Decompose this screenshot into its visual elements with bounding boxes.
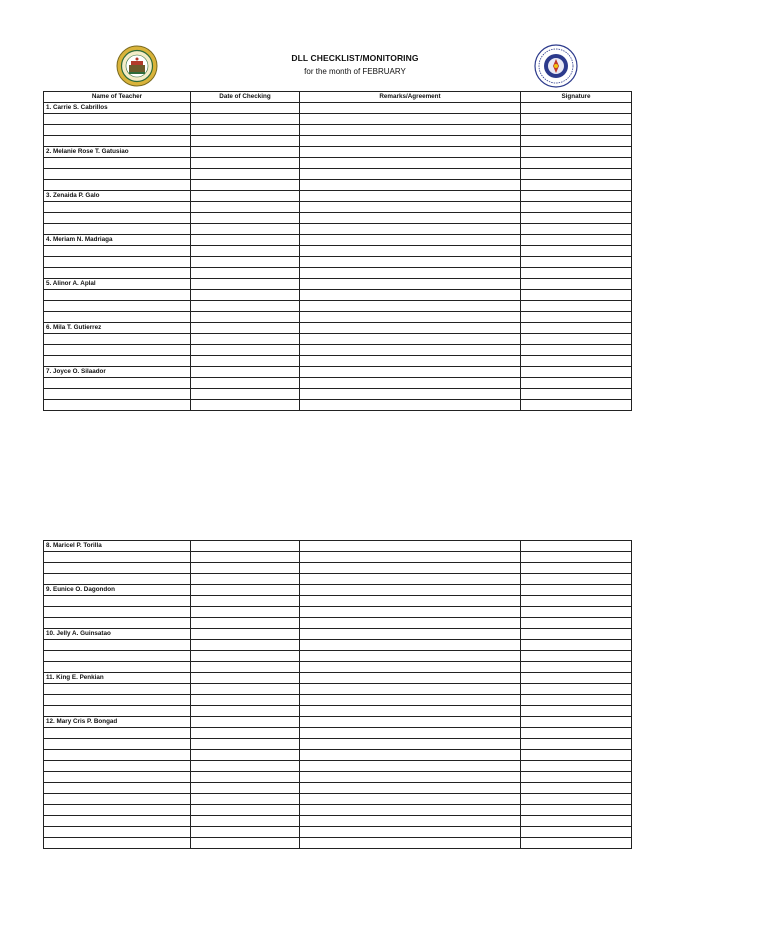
signature-cell[interactable] bbox=[521, 367, 632, 378]
col-name-of-teacher: Name of Teacher bbox=[44, 92, 191, 103]
table-row bbox=[44, 794, 632, 805]
remarks-cell[interactable] bbox=[300, 169, 521, 180]
table-row bbox=[44, 772, 632, 783]
table-row bbox=[44, 574, 632, 585]
signature-cell[interactable] bbox=[521, 323, 632, 334]
blank-name-cell bbox=[44, 202, 191, 213]
signature-cell[interactable] bbox=[521, 268, 632, 279]
remarks-cell[interactable] bbox=[300, 816, 521, 827]
signature-cell[interactable] bbox=[521, 158, 632, 169]
blank-name-cell bbox=[44, 728, 191, 739]
blank-name-cell bbox=[44, 618, 191, 629]
date-of-checking-cell[interactable] bbox=[191, 574, 300, 585]
signature-cell[interactable] bbox=[521, 541, 632, 552]
blank-name-cell bbox=[44, 345, 191, 356]
date-of-checking-cell[interactable] bbox=[191, 213, 300, 224]
remarks-cell[interactable] bbox=[300, 750, 521, 761]
signature-cell[interactable] bbox=[521, 728, 632, 739]
signature-cell[interactable] bbox=[521, 246, 632, 257]
blank-name-cell bbox=[44, 783, 191, 794]
date-of-checking-cell[interactable] bbox=[191, 301, 300, 312]
teacher-name-cell: 12. Mary Cris P. Bongad bbox=[44, 717, 191, 728]
date-of-checking-cell[interactable] bbox=[191, 191, 300, 202]
date-of-checking-cell[interactable] bbox=[191, 312, 300, 323]
blank-name-cell bbox=[44, 662, 191, 673]
signature-cell[interactable] bbox=[521, 356, 632, 367]
date-of-checking-cell[interactable] bbox=[191, 695, 300, 706]
signature-cell[interactable] bbox=[521, 673, 632, 684]
table-row bbox=[44, 541, 632, 552]
teacher-name-cell: 6. Mila T. Gutierrez bbox=[44, 323, 191, 334]
table-row bbox=[44, 783, 632, 794]
signature-cell[interactable] bbox=[521, 191, 632, 202]
table-row bbox=[44, 618, 632, 629]
date-of-checking-cell[interactable] bbox=[191, 585, 300, 596]
signature-cell[interactable] bbox=[521, 290, 632, 301]
remarks-cell[interactable] bbox=[300, 827, 521, 838]
table-row bbox=[44, 629, 632, 640]
table-row bbox=[44, 400, 632, 411]
signature-cell[interactable] bbox=[521, 125, 632, 136]
date-of-checking-cell[interactable] bbox=[191, 235, 300, 246]
date-of-checking-cell[interactable] bbox=[191, 224, 300, 235]
blank-name-cell bbox=[44, 334, 191, 345]
table-row bbox=[44, 816, 632, 827]
signature-cell[interactable] bbox=[521, 114, 632, 125]
table-header-row bbox=[44, 92, 632, 103]
date-of-checking-cell[interactable] bbox=[191, 279, 300, 290]
date-of-checking-cell[interactable] bbox=[191, 739, 300, 750]
signature-cell[interactable] bbox=[521, 257, 632, 268]
date-of-checking-cell[interactable] bbox=[191, 323, 300, 334]
date-of-checking-cell[interactable] bbox=[191, 662, 300, 673]
remarks-cell[interactable] bbox=[300, 838, 521, 849]
signature-cell[interactable] bbox=[521, 607, 632, 618]
signature-cell[interactable] bbox=[521, 695, 632, 706]
date-of-checking-cell[interactable] bbox=[191, 345, 300, 356]
date-of-checking-cell[interactable] bbox=[191, 706, 300, 717]
blank-name-cell bbox=[44, 301, 191, 312]
blank-name-cell bbox=[44, 552, 191, 563]
signature-cell[interactable] bbox=[521, 838, 632, 849]
signature-cell[interactable] bbox=[521, 794, 632, 805]
table-row bbox=[44, 739, 632, 750]
signature-cell[interactable] bbox=[521, 629, 632, 640]
signature-cell[interactable] bbox=[521, 136, 632, 147]
blank-name-cell bbox=[44, 838, 191, 849]
blank-name-cell bbox=[44, 114, 191, 125]
blank-name-cell bbox=[44, 136, 191, 147]
blank-name-cell bbox=[44, 158, 191, 169]
remarks-cell[interactable] bbox=[300, 629, 521, 640]
blank-name-cell bbox=[44, 684, 191, 695]
blank-name-cell bbox=[44, 257, 191, 268]
date-of-checking-cell[interactable] bbox=[191, 640, 300, 651]
signature-cell[interactable] bbox=[521, 805, 632, 816]
teacher-name-cell: 7. Joyce O. Silaador bbox=[44, 367, 191, 378]
table-row bbox=[44, 728, 632, 739]
date-of-checking-cell[interactable] bbox=[191, 629, 300, 640]
table-row bbox=[44, 356, 632, 367]
table-row bbox=[44, 213, 632, 224]
remarks-cell[interactable] bbox=[300, 246, 521, 257]
teacher-name-cell: 10. Jelly A. Guinsatao bbox=[44, 629, 191, 640]
remarks-cell[interactable] bbox=[300, 684, 521, 695]
date-of-checking-cell[interactable] bbox=[191, 400, 300, 411]
remarks-cell[interactable] bbox=[300, 761, 521, 772]
signature-cell[interactable] bbox=[521, 662, 632, 673]
table-row bbox=[44, 552, 632, 563]
blank-name-cell bbox=[44, 596, 191, 607]
signature-cell[interactable] bbox=[521, 618, 632, 629]
remarks-cell[interactable] bbox=[300, 257, 521, 268]
remarks-cell[interactable] bbox=[300, 574, 521, 585]
signature-cell[interactable] bbox=[521, 651, 632, 662]
signature-cell[interactable] bbox=[521, 706, 632, 717]
date-of-checking-cell[interactable] bbox=[191, 334, 300, 345]
table-row bbox=[44, 651, 632, 662]
remarks-cell[interactable] bbox=[300, 662, 521, 673]
remarks-cell[interactable] bbox=[300, 618, 521, 629]
remarks-cell[interactable] bbox=[300, 235, 521, 246]
blank-name-cell bbox=[44, 805, 191, 816]
table-row bbox=[44, 246, 632, 257]
blank-name-cell bbox=[44, 607, 191, 618]
remarks-cell[interactable] bbox=[300, 180, 521, 191]
signature-cell[interactable] bbox=[521, 213, 632, 224]
blank-name-cell bbox=[44, 706, 191, 717]
remarks-cell[interactable] bbox=[300, 213, 521, 224]
table-row bbox=[44, 334, 632, 345]
table-row bbox=[44, 279, 632, 290]
remarks-cell[interactable] bbox=[300, 400, 521, 411]
remarks-cell[interactable] bbox=[300, 356, 521, 367]
signature-cell[interactable] bbox=[521, 816, 632, 827]
remarks-cell[interactable] bbox=[300, 389, 521, 400]
signature-cell[interactable] bbox=[521, 147, 632, 158]
blank-name-cell bbox=[44, 695, 191, 706]
date-of-checking-cell[interactable] bbox=[191, 389, 300, 400]
signature-cell[interactable] bbox=[521, 596, 632, 607]
remarks-cell[interactable] bbox=[300, 772, 521, 783]
signature-cell[interactable] bbox=[521, 169, 632, 180]
blank-name-cell bbox=[44, 378, 191, 389]
blank-name-cell bbox=[44, 224, 191, 235]
table-row bbox=[44, 596, 632, 607]
table-row bbox=[44, 673, 632, 684]
date-of-checking-cell[interactable] bbox=[191, 125, 300, 136]
date-of-checking-cell[interactable] bbox=[191, 169, 300, 180]
teacher-name-cell: 2. Melanie Rose T. Gatusiao bbox=[44, 147, 191, 158]
date-of-checking-cell[interactable] bbox=[191, 180, 300, 191]
signature-cell[interactable] bbox=[521, 103, 632, 114]
table-row bbox=[44, 301, 632, 312]
remarks-cell[interactable] bbox=[300, 323, 521, 334]
blank-name-cell bbox=[44, 761, 191, 772]
date-of-checking-cell[interactable] bbox=[191, 136, 300, 147]
table-row bbox=[44, 640, 632, 651]
school-seal-logo bbox=[116, 45, 158, 87]
checklist-table-page1 bbox=[43, 91, 632, 411]
remarks-cell[interactable] bbox=[300, 301, 521, 312]
date-of-checking-cell[interactable] bbox=[191, 114, 300, 125]
remarks-cell[interactable] bbox=[300, 147, 521, 158]
table-row bbox=[44, 235, 632, 246]
signature-cell[interactable] bbox=[521, 739, 632, 750]
table-row bbox=[44, 202, 632, 213]
blank-name-cell bbox=[44, 246, 191, 257]
table-row bbox=[44, 103, 632, 114]
blank-name-cell bbox=[44, 290, 191, 301]
table-row bbox=[44, 147, 632, 158]
table-row bbox=[44, 827, 632, 838]
col-date-of-checking: Date of Checking bbox=[191, 92, 300, 103]
remarks-cell[interactable] bbox=[300, 279, 521, 290]
date-of-checking-cell[interactable] bbox=[191, 838, 300, 849]
remarks-cell[interactable] bbox=[300, 136, 521, 147]
table-row bbox=[44, 607, 632, 618]
remarks-cell[interactable] bbox=[300, 695, 521, 706]
table-row bbox=[44, 169, 632, 180]
signature-cell[interactable] bbox=[521, 389, 632, 400]
blank-name-cell bbox=[44, 125, 191, 136]
table-row bbox=[44, 136, 632, 147]
date-of-checking-cell[interactable] bbox=[191, 202, 300, 213]
teacher-name-cell: 5. Alinor A. Aplal bbox=[44, 279, 191, 290]
blank-name-cell bbox=[44, 268, 191, 279]
table-row bbox=[44, 838, 632, 849]
table-row bbox=[44, 191, 632, 202]
remarks-cell[interactable] bbox=[300, 706, 521, 717]
remarks-cell[interactable] bbox=[300, 312, 521, 323]
table-row bbox=[44, 750, 632, 761]
signature-cell[interactable] bbox=[521, 750, 632, 761]
blank-name-cell bbox=[44, 169, 191, 180]
date-of-checking-cell[interactable] bbox=[191, 805, 300, 816]
remarks-cell[interactable] bbox=[300, 191, 521, 202]
document-subtitle: for the month of FEBRUARY bbox=[304, 67, 406, 76]
table-row bbox=[44, 367, 632, 378]
document-title: DLL CHECKLIST/MONITORING bbox=[291, 53, 419, 63]
table-row bbox=[44, 312, 632, 323]
remarks-cell[interactable] bbox=[300, 805, 521, 816]
remarks-cell[interactable] bbox=[300, 651, 521, 662]
signature-cell[interactable] bbox=[521, 717, 632, 728]
date-of-checking-cell[interactable] bbox=[191, 356, 300, 367]
remarks-cell[interactable] bbox=[300, 103, 521, 114]
date-of-checking-cell[interactable] bbox=[191, 827, 300, 838]
blank-name-cell bbox=[44, 563, 191, 574]
remarks-cell[interactable] bbox=[300, 783, 521, 794]
remarks-cell[interactable] bbox=[300, 268, 521, 279]
date-of-checking-cell[interactable] bbox=[191, 290, 300, 301]
table-row bbox=[44, 585, 632, 596]
remarks-cell[interactable] bbox=[300, 728, 521, 739]
blank-name-cell bbox=[44, 750, 191, 761]
signature-cell[interactable] bbox=[521, 827, 632, 838]
table-row bbox=[44, 268, 632, 279]
signature-cell[interactable] bbox=[521, 224, 632, 235]
signature-cell[interactable] bbox=[521, 180, 632, 191]
col-remarks-agreement: Remarks/Agreement bbox=[300, 92, 521, 103]
date-of-checking-cell[interactable] bbox=[191, 367, 300, 378]
remarks-cell[interactable] bbox=[300, 717, 521, 728]
remarks-cell[interactable] bbox=[300, 596, 521, 607]
blank-name-cell bbox=[44, 772, 191, 783]
signature-cell[interactable] bbox=[521, 378, 632, 389]
remarks-cell[interactable] bbox=[300, 585, 521, 596]
checklist-table-page2 bbox=[43, 540, 632, 849]
remarks-cell[interactable] bbox=[300, 378, 521, 389]
blank-name-cell bbox=[44, 651, 191, 662]
date-of-checking-cell[interactable] bbox=[191, 378, 300, 389]
table-row bbox=[44, 695, 632, 706]
table-row bbox=[44, 706, 632, 717]
signature-cell[interactable] bbox=[521, 563, 632, 574]
signature-cell[interactable] bbox=[521, 574, 632, 585]
remarks-cell[interactable] bbox=[300, 607, 521, 618]
signature-cell[interactable] bbox=[521, 772, 632, 783]
signature-cell[interactable] bbox=[521, 552, 632, 563]
date-of-checking-cell[interactable] bbox=[191, 563, 300, 574]
table-row bbox=[44, 378, 632, 389]
remarks-cell[interactable] bbox=[300, 367, 521, 378]
date-of-checking-cell[interactable] bbox=[191, 783, 300, 794]
teacher-name-cell: 9. Eunice O. Dagondon bbox=[44, 585, 191, 596]
date-of-checking-cell[interactable] bbox=[191, 268, 300, 279]
date-of-checking-cell[interactable] bbox=[191, 794, 300, 805]
blank-name-cell bbox=[44, 827, 191, 838]
blank-name-cell bbox=[44, 213, 191, 224]
remarks-cell[interactable] bbox=[300, 673, 521, 684]
table-row bbox=[44, 345, 632, 356]
remarks-cell[interactable] bbox=[300, 563, 521, 574]
date-of-checking-cell[interactable] bbox=[191, 816, 300, 827]
teacher-name-cell: 4. Meriam N. Madriaga bbox=[44, 235, 191, 246]
remarks-cell[interactable] bbox=[300, 345, 521, 356]
blank-name-cell bbox=[44, 574, 191, 585]
date-of-checking-cell[interactable] bbox=[191, 257, 300, 268]
remarks-cell[interactable] bbox=[300, 202, 521, 213]
date-of-checking-cell[interactable] bbox=[191, 651, 300, 662]
teacher-name-cell: 11. King E. Penkian bbox=[44, 673, 191, 684]
date-of-checking-cell[interactable] bbox=[191, 618, 300, 629]
remarks-cell[interactable] bbox=[300, 541, 521, 552]
date-of-checking-cell[interactable] bbox=[191, 607, 300, 618]
remarks-cell[interactable] bbox=[300, 158, 521, 169]
table-row bbox=[44, 114, 632, 125]
blank-name-cell bbox=[44, 739, 191, 750]
table-row bbox=[44, 158, 632, 169]
table-row bbox=[44, 761, 632, 772]
signature-cell[interactable] bbox=[521, 761, 632, 772]
blank-name-cell bbox=[44, 180, 191, 191]
blank-name-cell bbox=[44, 400, 191, 411]
date-of-checking-cell[interactable] bbox=[191, 552, 300, 563]
table-row bbox=[44, 563, 632, 574]
table-row bbox=[44, 717, 632, 728]
date-of-checking-cell[interactable] bbox=[191, 717, 300, 728]
signature-cell[interactable] bbox=[521, 202, 632, 213]
signature-cell[interactable] bbox=[521, 585, 632, 596]
date-of-checking-cell[interactable] bbox=[191, 147, 300, 158]
date-of-checking-cell[interactable] bbox=[191, 772, 300, 783]
remarks-cell[interactable] bbox=[300, 125, 521, 136]
signature-cell[interactable] bbox=[521, 783, 632, 794]
date-of-checking-cell[interactable] bbox=[191, 684, 300, 695]
date-of-checking-cell[interactable] bbox=[191, 541, 300, 552]
table-row bbox=[44, 257, 632, 268]
date-of-checking-cell[interactable] bbox=[191, 158, 300, 169]
remarks-cell[interactable] bbox=[300, 640, 521, 651]
signature-cell[interactable] bbox=[521, 640, 632, 651]
teacher-name-cell: 3. Zenaida P. Galo bbox=[44, 191, 191, 202]
table-row bbox=[44, 684, 632, 695]
remarks-cell[interactable] bbox=[300, 739, 521, 750]
signature-cell[interactable] bbox=[521, 235, 632, 246]
remarks-cell[interactable] bbox=[300, 794, 521, 805]
blank-name-cell bbox=[44, 389, 191, 400]
remarks-cell[interactable] bbox=[300, 224, 521, 235]
teacher-name-cell: 1. Carrie S. Cabrillos bbox=[44, 103, 191, 114]
date-of-checking-cell[interactable] bbox=[191, 750, 300, 761]
blank-name-cell bbox=[44, 794, 191, 805]
blank-name-cell bbox=[44, 356, 191, 367]
blank-name-cell bbox=[44, 640, 191, 651]
blank-name-cell bbox=[44, 816, 191, 827]
date-of-checking-cell[interactable] bbox=[191, 728, 300, 739]
date-of-checking-cell[interactable] bbox=[191, 246, 300, 257]
table-row bbox=[44, 323, 632, 334]
table-row bbox=[44, 662, 632, 673]
remarks-cell[interactable] bbox=[300, 114, 521, 125]
col-signature: Signature bbox=[521, 92, 632, 103]
date-of-checking-cell[interactable] bbox=[191, 673, 300, 684]
signature-cell[interactable] bbox=[521, 312, 632, 323]
table-row bbox=[44, 805, 632, 816]
teacher-name-cell: 8. Maricel P. Torilla bbox=[44, 541, 191, 552]
date-of-checking-cell[interactable] bbox=[191, 596, 300, 607]
table-row bbox=[44, 290, 632, 301]
blank-name-cell bbox=[44, 312, 191, 323]
signature-cell[interactable] bbox=[521, 345, 632, 356]
signature-cell[interactable] bbox=[521, 684, 632, 695]
date-of-checking-cell[interactable] bbox=[191, 761, 300, 772]
remarks-cell[interactable] bbox=[300, 552, 521, 563]
deped-seal-logo bbox=[534, 44, 578, 88]
signature-cell[interactable] bbox=[521, 301, 632, 312]
signature-cell[interactable] bbox=[521, 279, 632, 290]
table-row bbox=[44, 180, 632, 191]
table-row bbox=[44, 389, 632, 400]
table-row bbox=[44, 224, 632, 235]
table-row bbox=[44, 125, 632, 136]
remarks-cell[interactable] bbox=[300, 290, 521, 301]
signature-cell[interactable] bbox=[521, 334, 632, 345]
remarks-cell[interactable] bbox=[300, 334, 521, 345]
signature-cell[interactable] bbox=[521, 400, 632, 411]
date-of-checking-cell[interactable] bbox=[191, 103, 300, 114]
